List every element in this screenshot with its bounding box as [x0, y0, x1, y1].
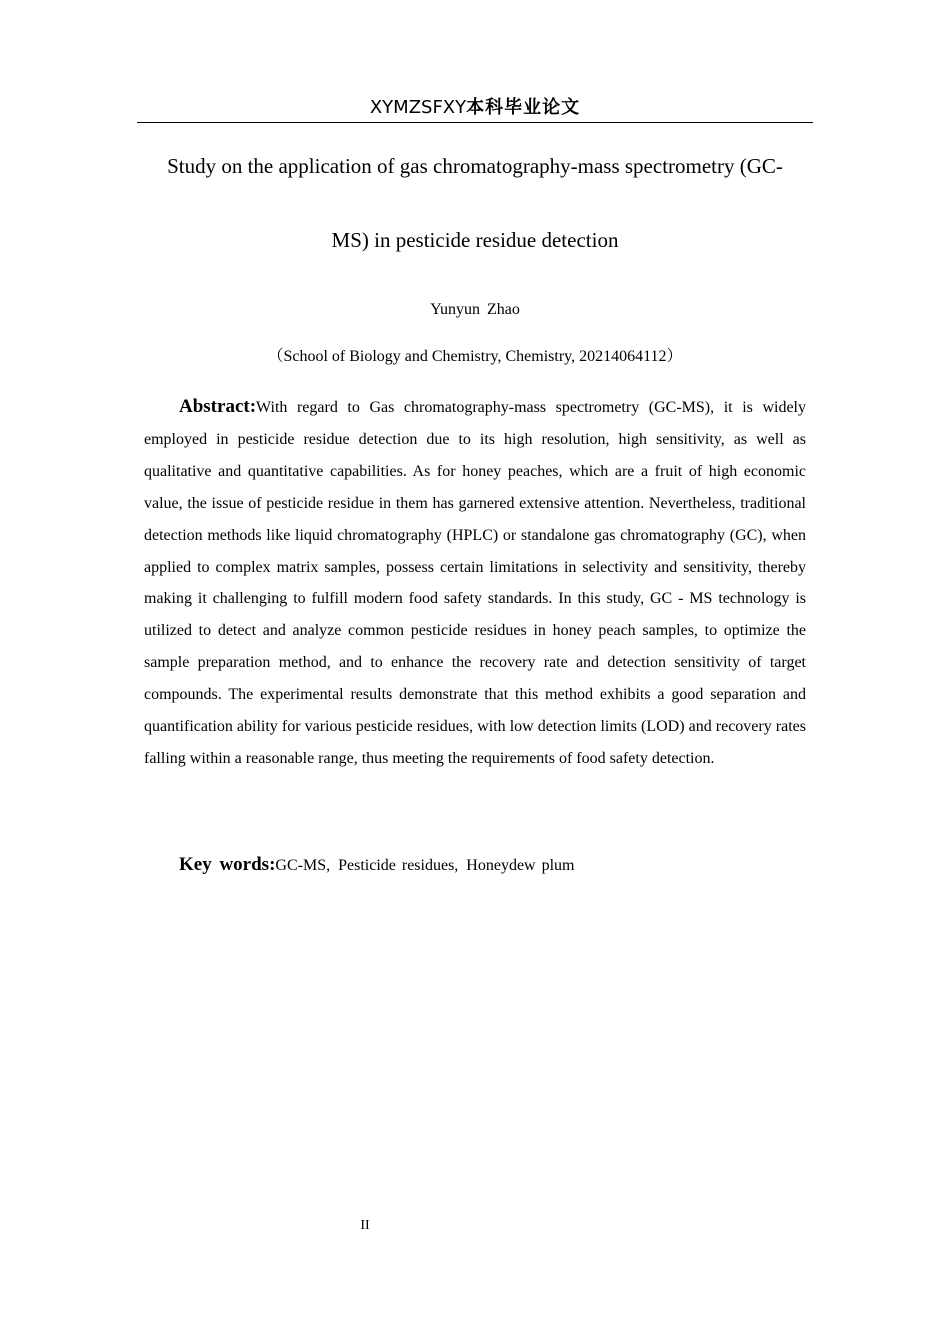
title-line-2: MS) in pesticide residue detection — [331, 228, 619, 252]
header-rule — [137, 122, 813, 123]
abstract-paragraph — [144, 391, 806, 775]
keyword-item: Honeydew plum — [466, 857, 575, 874]
keyword-item: Pesticide residues, — [338, 857, 459, 874]
page-number: II — [360, 1218, 370, 1233]
author-name: Yunyun Zhao — [430, 301, 520, 318]
abstract-text: With regard to Gas chromatography-mass spectrometry (GC-MS), it is widely employed in pesticide residue detection due to its high resolution, high sensitivity, as well as qualitative and quantitative capabilities. As for honey peaches, which are a fruit of high economic value, the issue of pesticide residue in them has garnered extensive attention. Nevertheless, traditional detection methods like liquid chromatography (HPLC) or standalone gas chromatography (GC), when applied to complex matrix samples, possess certain limitations in selectivity and sensitivity, thereby making it challenging to fulfill modern food safety standards. In this study, GC - MS technology is utilized to detect and analyze common pesticide residues in honey peach samples, to optimize the sample preparation method, and to enhance the recovery rate and detection sensitivity of target compounds. The experimental results demonstrate that this method exhibits a good separation and quantification ability for various pesticide residues, with low detection limits (LOD) and recovery rates falling within a reasonable range, thus meeting the requirements of food safety detection. — [144, 399, 806, 767]
author-affiliation: （School of Biology and Chemistry, Chemistry, 20214064112） — [267, 348, 683, 365]
keywords-label: Key words: — [179, 854, 276, 875]
title-line-1: Study on the application of gas chromatography-mass spectrometry (GC- — [167, 154, 783, 178]
keywords-paragraph — [144, 852, 806, 879]
running-header — [137, 96, 813, 120]
keyword-item: GC-MS, — [275, 857, 331, 874]
header-cjk-text: 本科毕业论文 — [466, 97, 581, 118]
header-latin-text: XYMZSFXY — [369, 97, 467, 118]
abstract-label: Abstract: — [179, 396, 257, 417]
